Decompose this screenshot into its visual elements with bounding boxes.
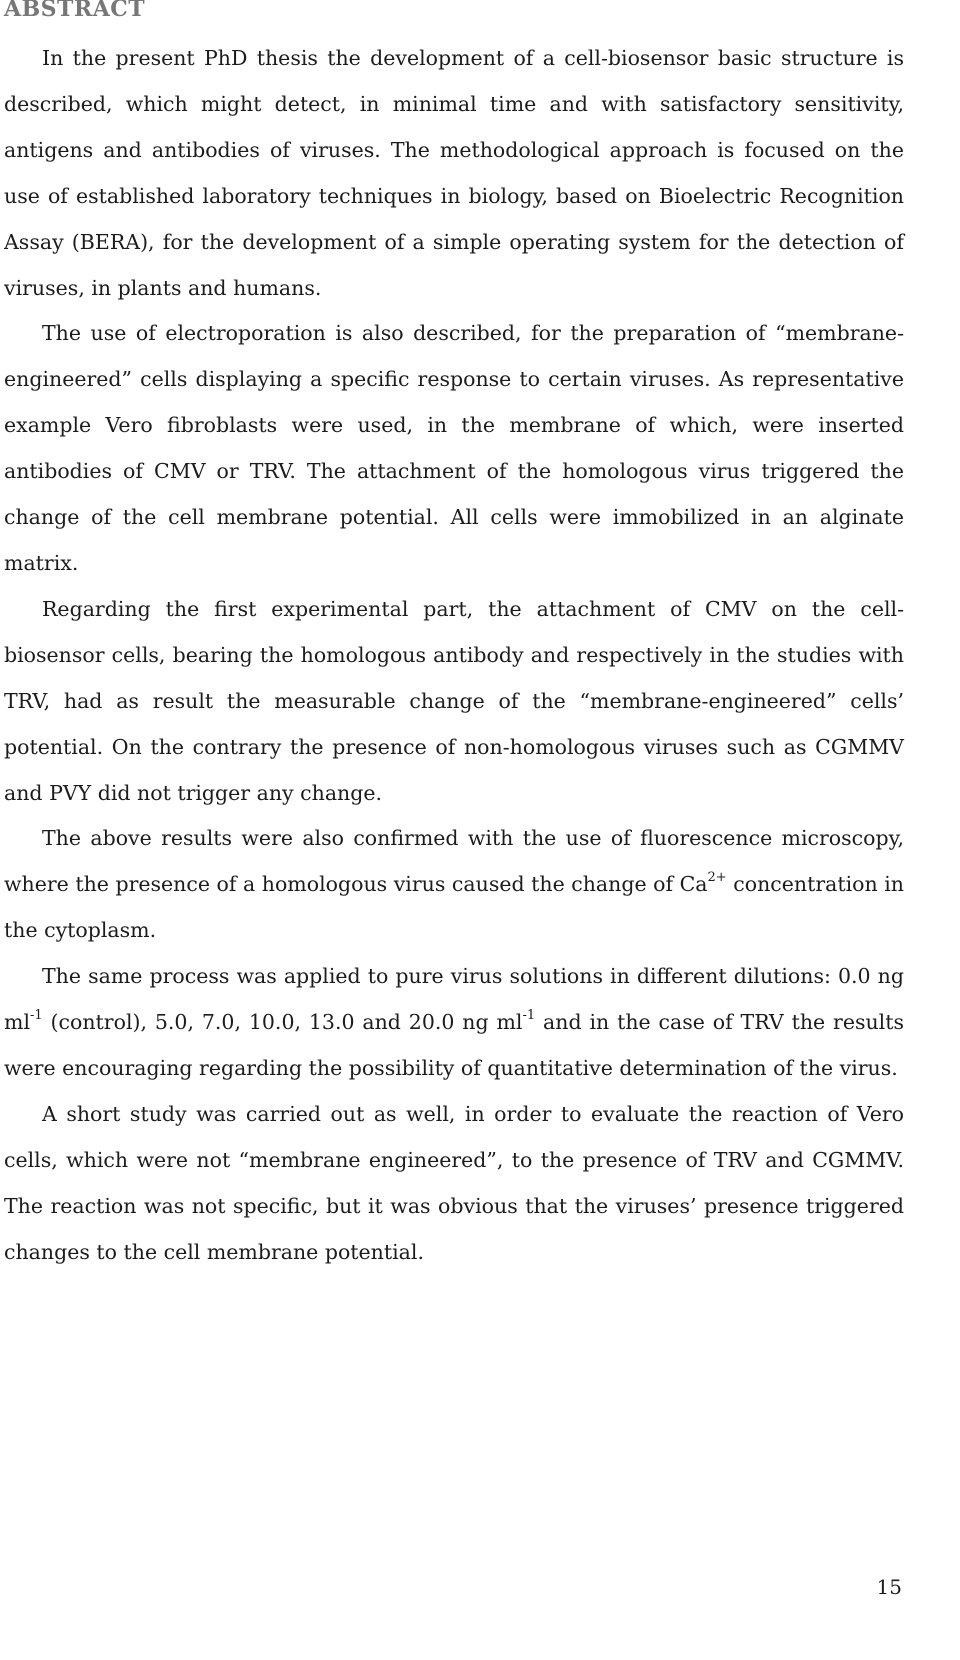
paragraph-dilutions-text-2: (control), 5.0, 7.0, 10.0, 13.0 and 20.0 ng ml <box>42 1010 523 1035</box>
unit-superscript-1: -1 <box>30 1008 43 1024</box>
unit-superscript-2: -1 <box>522 1008 536 1024</box>
calcium-superscript: 2+ <box>707 870 727 886</box>
page-number: 15 <box>876 1575 902 1599</box>
abstract-body <box>4 36 904 1275</box>
paragraph-introduction: In the present PhD thesis the development of a cell-biosensor basic structure is described, which might detect, in minimal time and with satisfactory sensitivity, antigens and antibodies of viruses. The methodological approach is focused on the use of established laboratory techniques in biology, based on Bioelectric Recognition Assay (BERA), for the development of a simple operating system for the detection of viruses, in plants and humans. <box>4 46 904 300</box>
abstract-heading: ABSTRACT <box>4 0 146 22</box>
paragraph-dilutions-text-1: The same process was applied to pure virus solutions in different dilutions: 0.0 ng ml <box>4 964 904 1035</box>
paragraph-dilutions-text-3: and in the case of TRV the results were encouraging regarding the possibility of quantitative determination of the virus. <box>4 1010 904 1080</box>
paragraph-first-experimental-part: Regarding the first experimental part, the attachment of CMV on the cell-biosensor cells, bearing the homologous antibody and respectively in the studies with TRV, had as result the measurable change of the “membrane-engineered” cells’ potential. On the contrary the presence of non-homologous viruses such as CGMMV and PVY did not trigger any change. <box>4 596 904 805</box>
paragraph-fluorescence-text-after: concentration in the cytoplasm. <box>4 872 904 943</box>
paragraph-electroporation: The use of electroporation is also described, for the preparation of “membrane-engineered” cells displaying a specific response to certain viruses. As representative example Vero fibroblasts were used, in the membrane of which, were inserted antibodies of CMV or TRV. The attachment of the homologous virus triggered the change of the cell membrane potential. All cells were immobilized in an alginate matrix. <box>4 321 904 575</box>
paragraph-virus-dilutions <box>4 954 904 1092</box>
paragraph-vero-cells-study: A short study was carried out as well, in order to evaluate the reaction of Vero cells, which were not “membrane engineered”, to the presence of TRV and CGMMV. The reaction was not specific, but it was obvious that the viruses’ presence triggered changes to the cell membrane potential. <box>4 1101 904 1264</box>
paragraph-fluorescence-text-before: The above results were also confirmed with the use of fluorescence microscopy, where the presence of a homologous virus caused the change of Ca <box>4 826 904 897</box>
paragraph-fluorescence-microscopy <box>4 816 904 954</box>
